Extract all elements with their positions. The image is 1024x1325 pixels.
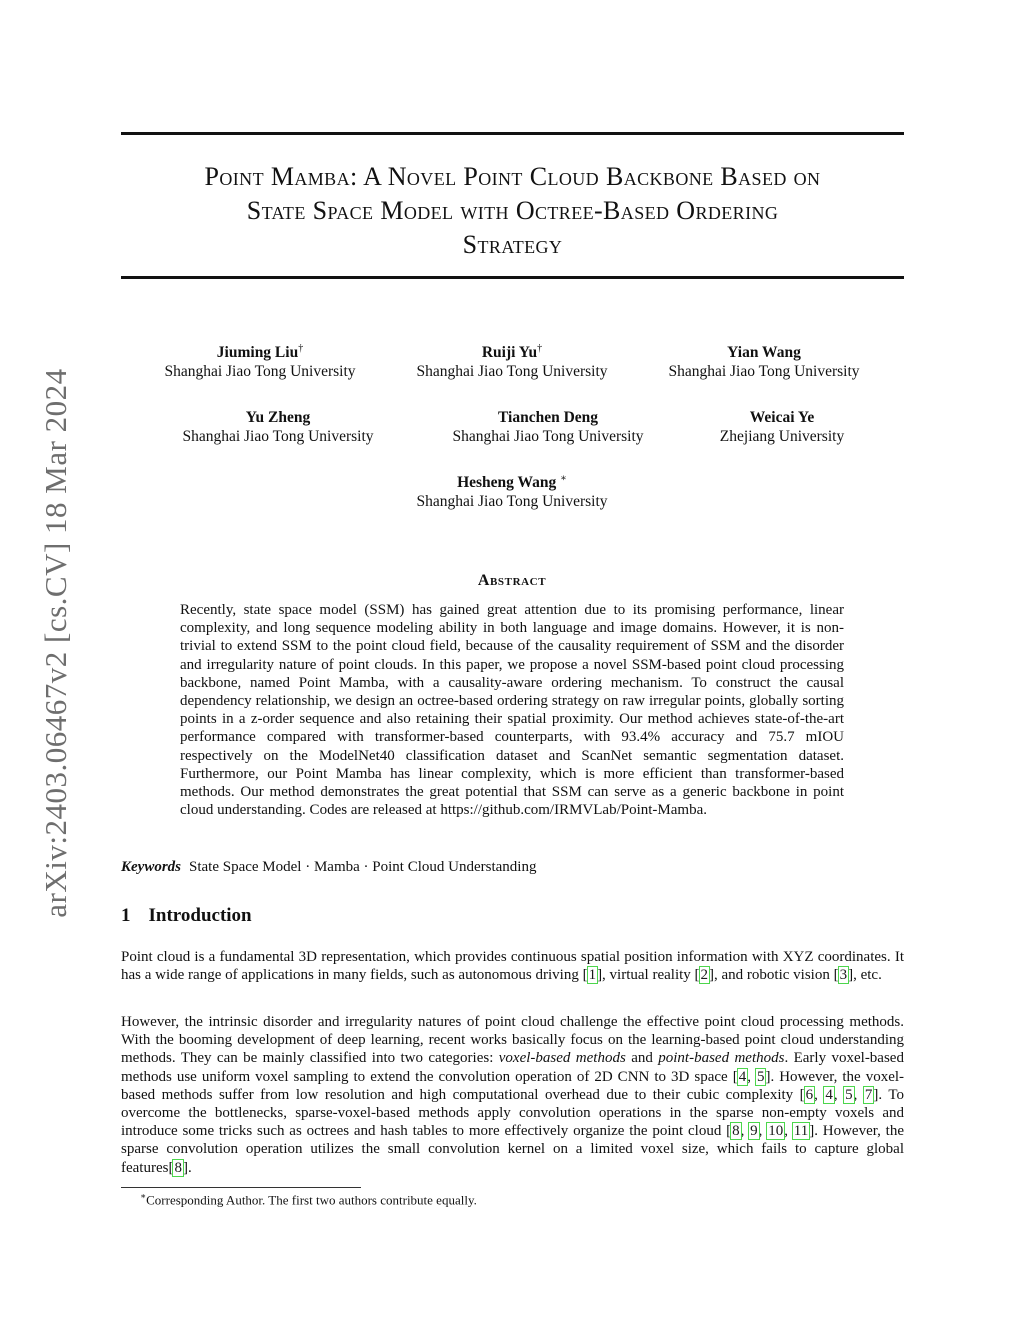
emphasis-voxel-based: voxel-based methods [498,1050,626,1067]
author-affiliation: Shanghai Jiao Tong University [182,428,374,446]
author-affiliation: Shanghai Jiao Tong University [416,363,608,381]
title-line-1: Point Mamba: A Novel Point Cloud Backbone Based on [204,162,821,191]
citation-link[interactable]: 4 [825,1086,833,1103]
abstract-heading: Abstract [477,572,547,589]
footnote-text: Corresponding Author. The first two authors contribute equally. [146,1192,477,1208]
author-affiliation: Zhejiang University [719,428,845,446]
author-name: Weicai Ye [749,409,815,427]
citation-link[interactable]: 2 [700,967,709,984]
section-heading [121,905,252,927]
citation-link[interactable]: 6 [805,1086,814,1103]
arxiv-sidebar [32,345,80,940]
author-block [428,404,668,446]
author-name: Tianchen Deng [497,409,599,427]
author-affiliation: Shanghai Jiao Tong University [452,428,644,446]
author-block [392,469,632,511]
title-line-2: State Space Model with Octree-Based Ordering [246,196,779,225]
author-block [140,339,380,381]
author-affiliation: Shanghai Jiao Tong University [164,363,356,381]
author-block [392,339,632,381]
section-number: 1 [121,905,131,926]
abstract-text: Recently, state space model (SSM) has gained great attention due to its promising performance, linear complexity, and long sequence modeling ability in both language and image domains. However, it is non-trivial to extend SSM to the point cloud field, because of the causality requirement of SSM and the disorder and irregularity nature of point clouds. In this paper, we propose a novel SSM-based point cloud processing backbone, named Point Mamba, with a causality-aware ordering mechanism. To construct the causal dependency relationship, we design an octree-based ordering strategy on raw irregular points, globally sorting points in a z-order sequence and also retaining their spatial proximity. Our method achieves state-of-the-art performance compared with transformer-based counterparts, with 93.4% accuracy and 75.7 mIOU respectively on the ModelNet40 classification dataset and ScanNet semantic segmentation dataset. Furthermore, our Point Mamba has linear complexity, which is more efficient than transformer-based methods. Our method demonstrates the great potential that SSM can serve as a generic backbone in point cloud understanding. Codes are released at https://github.com/IRMVLab/Point-Mamba. [180,602,844,819]
title-bottom-rule [121,276,904,279]
section-title: Introduction [148,905,252,926]
author-name: Hesheng Wang ∗ [457,473,567,492]
footnote-mark: ∗ [140,1191,147,1201]
emphasis-point-based: point-based methods [658,1050,785,1067]
author-name: Ruiji Yu† [481,343,543,362]
author-block [662,404,902,446]
citation-link[interactable]: 8 [732,1123,740,1140]
author-name: Jiuming Liu† [216,343,304,362]
title-top-rule [121,132,904,135]
intro-paragraph-1: Point cloud is a fundamental 3D representation, which provides continuous spatial position information with XYZ coordinates. It has a wide range of applications in many fields, such as autonomous driving [1], virtual reality [2], and robotic vision [3], etc. [121,949,904,984]
citation-link[interactable]: 7 [864,1086,873,1103]
citation-link[interactable]: 3 [839,967,848,984]
arxiv-identifier: arXiv:2403.06467v2 [cs.CV] 18 Mar 2024 [38,367,73,918]
citation-link[interactable]: 10 [768,1123,784,1140]
citation-link[interactable]: 5 [756,1068,765,1085]
citation-link[interactable]: 9 [750,1123,758,1140]
citation-link[interactable]: 5 [845,1086,853,1103]
paper-title [110,160,915,262]
footnote-divider [121,1187,361,1188]
citation-link[interactable]: 11 [793,1123,809,1140]
footnote [140,1191,477,1208]
citation-link[interactable]: 8 [174,1159,182,1176]
author-name: Yu Zheng [245,409,311,427]
author-block [158,404,398,446]
keywords-text: State Space Model · Mamba · Point Cloud Understanding [189,859,537,875]
author-affiliation: Shanghai Jiao Tong University [668,363,860,381]
title-line-3: Strategy [462,230,563,259]
citation-link[interactable]: 4 [738,1068,747,1085]
keywords-label: Keywords [121,859,181,875]
intro-paragraph-2: However, the intrinsic disorder and irregularity natures of point cloud challenge the effective point cloud processing methods. With the booming development of deep learning, recent works basically focus on the learning-based point cloud understanding methods. They can be mainly classified into two categories: voxel-based methods and point-based methods. Early voxel-based methods use uniform voxel sampling to extend the convolution operation of 2D CNN to 3D space [4, 5]. However, the voxel-based methods suffer from low resolution and high computational overhead due to their cubic complexity [6, 4, 5, 7]. To overcome the bottlenecks, sparse-voxel-based methods apply convolution operations in the sparse non-empty voxels and introduce some tricks such as octrees and hash tables to more effectively organize the point cloud [8, 9, 10, 11]. However, the sparse convolution operation utilizes the small convolution kernel on a limited voxel size, which fails to capture global features[8]. [121,1014,905,1176]
author-block [644,339,884,381]
author-name: Yian Wang [727,344,801,362]
citation-link[interactable]: 1 [588,967,597,984]
author-affiliation: Shanghai Jiao Tong University [416,493,608,511]
keywords-line [121,859,536,876]
